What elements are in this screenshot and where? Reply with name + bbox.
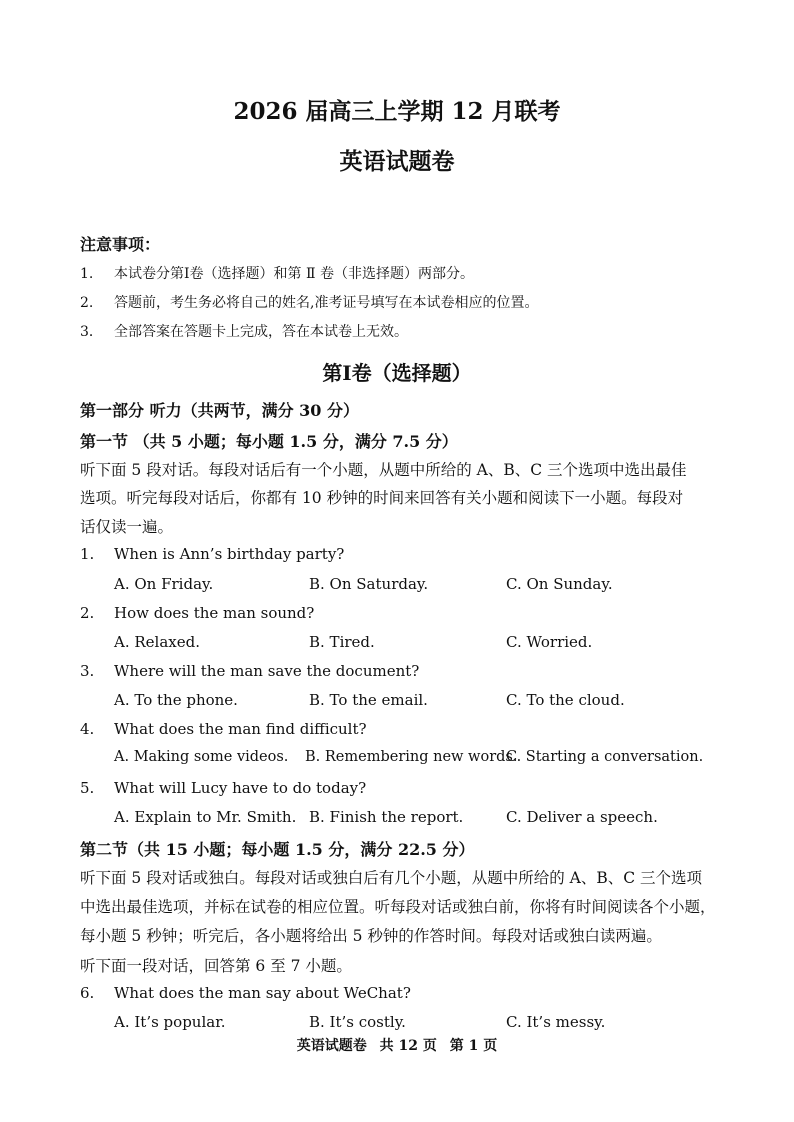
question-text: What will Lucy have to do today? <box>114 779 367 797</box>
notice-text: 全部答案在答题卡上完成，答在本试卷上无效。 <box>114 324 408 340</box>
notice-number: 1. <box>80 266 94 282</box>
exam-subtitle: 英语试题卷 <box>339 148 455 175</box>
page-footer <box>0 1035 794 1055</box>
option-a: A. To the phone. <box>114 691 238 709</box>
footer-total: 共 12 页 <box>379 1038 437 1054</box>
notice-text: 本试卷分第Ⅰ卷（选择题）和第 Ⅱ 卷（非选择题）两部分。 <box>114 266 474 282</box>
question-stem <box>80 779 366 797</box>
option-a: A. On Friday. <box>114 575 214 593</box>
option-c: C. Deliver a speech. <box>506 808 658 826</box>
question-stem <box>80 720 367 738</box>
instruction-line: 中选出最佳选项，并标在试卷的相应位置。听每段对话或独白前，你将有时间阅读各个小题， <box>80 898 716 916</box>
question-text: Where will the man save the document? <box>114 662 420 680</box>
question-number: 3. <box>80 662 95 680</box>
option-b: B. To the email. <box>309 691 428 709</box>
instruction-line: 话仅读一遍。 <box>80 518 174 536</box>
instruction-line: 听下面 5 段对话或独白。每段对话或独白后有几个小题，从题中所给的 A、B、C 三个选项 <box>80 869 703 887</box>
notice-number: 2. <box>80 295 94 311</box>
option-a: A. It’s popular. <box>114 1013 226 1031</box>
option-b: B. On Saturday. <box>309 575 429 593</box>
notice-item <box>80 321 408 341</box>
instruction-line: 每小题 5 秒钟；听完后，各小题将给出 5 秒钟的作答时间。每段对话或独白读两遍。 <box>80 927 662 945</box>
notice-text: 答题前，考生务必将自己的姓名,准考证号填写在本试卷相应的位置。 <box>114 295 539 311</box>
question-number: 1. <box>80 545 95 563</box>
option-b: B. Remembering new words. <box>305 749 518 765</box>
part1-title: 第一部分 听力（共两节，满分 30 分） <box>80 401 359 420</box>
instruction-line: 听下面一段对话，回答第 6 至 7 小题。 <box>80 957 352 975</box>
question-text: How does the man sound? <box>114 604 315 622</box>
section2-title: 第二节（共 15 小题；每小题 1.5 分，满分 22.5 分） <box>80 840 475 859</box>
question-text: When is Ann’s birthday party? <box>114 545 345 563</box>
option-b: B. It’s costly. <box>309 1013 406 1031</box>
question-number: 5. <box>80 779 95 797</box>
question-stem <box>80 662 419 680</box>
exam-title: 2026 届高三上学期 12 月联考 <box>233 98 561 125</box>
option-c: C. To the cloud. <box>506 691 625 709</box>
notice-number: 3． <box>80 324 103 340</box>
notice-heading: 注意事项： <box>80 235 161 254</box>
question-number: 2. <box>80 604 95 622</box>
option-c: C. Worried. <box>506 633 593 651</box>
question-text: What does the man say about WeChat? <box>114 984 411 1002</box>
footer-page: 第 1 页 <box>449 1038 498 1054</box>
question-text: What does the man find difficult? <box>114 720 367 738</box>
question-number: 4. <box>80 720 95 738</box>
instruction-line: 选项。听完每段对话后，你都有 10 秒钟的时间来回答有关小题和阅读下一小题。每段对 <box>80 489 684 507</box>
footer-name: 英语试题卷 <box>296 1038 367 1054</box>
option-a: A. Making some videos. <box>114 749 289 765</box>
section1-title: 第一节 （共 5 小题；每小题 1.5 分，满分 7.5 分） <box>80 432 458 451</box>
option-c: C. On Sunday. <box>506 575 613 593</box>
option-c: C. It’s messy. <box>506 1013 606 1031</box>
notice-item <box>80 292 538 312</box>
question-stem <box>80 984 411 1002</box>
option-a: A. Explain to Mr. Smith. <box>114 808 297 826</box>
question-stem <box>80 545 344 563</box>
instruction-line: 听下面 5 段对话。每段对话后有一个小题，从题中所给的 A、B、C 三个选项中选出最佳 <box>80 461 687 479</box>
question-stem <box>80 604 314 622</box>
question-number: 6. <box>80 984 95 1002</box>
option-c: C. Starting a conversation. <box>506 749 704 765</box>
notice-item <box>80 263 474 283</box>
option-b: B. Finish the report. <box>309 808 464 826</box>
volume-title: 第Ⅰ卷（选择题） <box>322 361 472 385</box>
option-a: A. Relaxed. <box>114 633 200 651</box>
option-b: B. Tired. <box>309 633 375 651</box>
